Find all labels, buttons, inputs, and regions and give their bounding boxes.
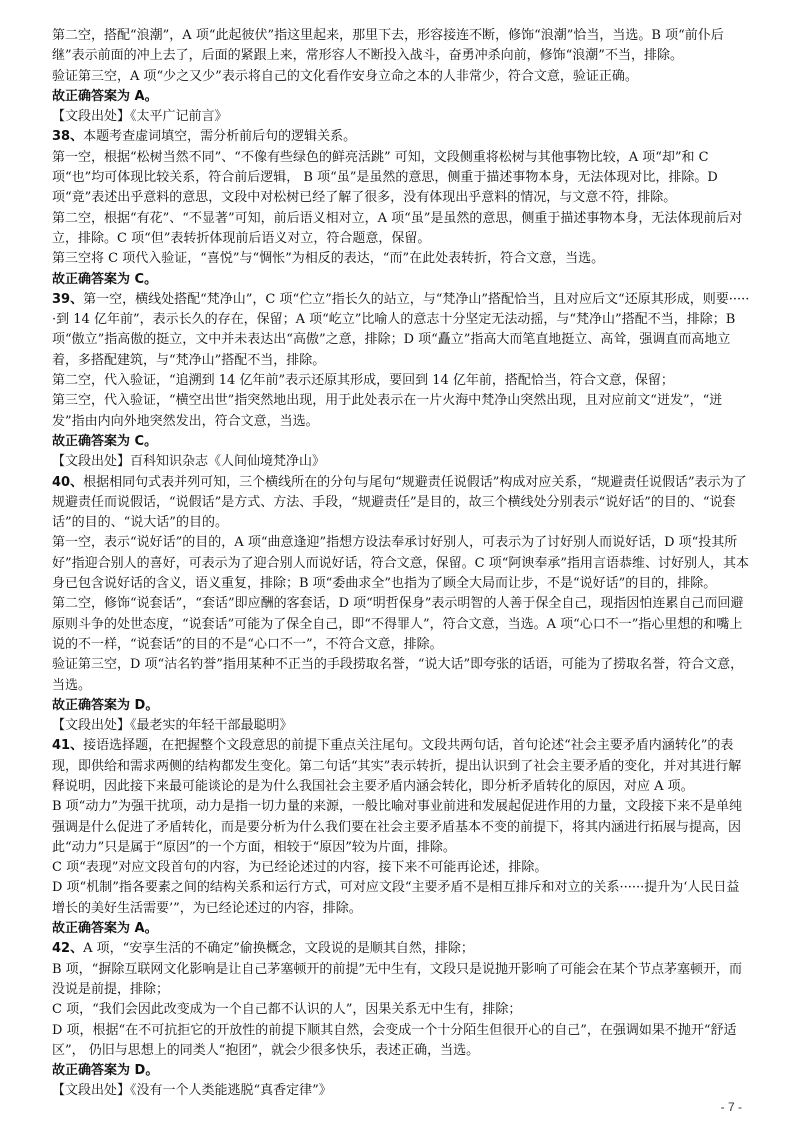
paragraph <box>52 736 752 797</box>
paragraph-text: 【文段出处】《太平广记前言》 <box>52 109 228 125</box>
paragraph-text: D 项“机制”指各要素之间的结构关系和运行方式，可对应文段“主要矛盾不是相互排斥和对立的关系······提升为‘人民日益增长的美好生活需要’”，为已经论述过的内容，排除。 <box>52 880 740 916</box>
paragraph-text: 第二空，根据“有花”、“不显著”可知，前后语义相对立，A 项“虽”是虽然的意思，侧重于描述事物本身，无法体现前后对立，排除。C 项“但”表转折体现前后语义对立，符合题意，保留。 <box>52 210 743 246</box>
paragraph <box>52 127 752 147</box>
paragraph-text: 第三空将 C 项代入验证，“喜悦”与“惆怅”为相反的表达，“而”在此处表转折，符合文意，当选。 <box>52 251 605 267</box>
paragraph <box>52 290 752 371</box>
paragraph <box>52 452 752 472</box>
paragraph-text: 故正确答案为 D。 <box>52 1063 159 1079</box>
paragraph <box>52 960 752 1001</box>
paragraph <box>52 249 752 269</box>
paragraph <box>52 26 752 67</box>
paragraph <box>52 148 752 209</box>
paragraph-text: 【文段出处】《没有一个人类能逃脱“真香定律”》 <box>52 1083 332 1099</box>
paragraph <box>52 716 752 736</box>
paragraph-text: B 项，“摒除互联网文化影响是让自己茅塞顿开的前提”无中生有，文段只是说抛开影响了可能会在某个节点茅塞顿开，而没说是前提，排除； <box>52 961 742 997</box>
answer-line <box>52 1061 752 1081</box>
paragraph-text: 第二空，搭配“浪潮”，A 项“此起彼伏”指这里起来，那里下去，形容接连不断，修饰“浪潮”恰当，当选。B 项“前仆后继”表示前面的冲上去了，后面的紧跟上来，常形容人不断投入战斗，奋勇冲杀向前，修饰“浪潮”不当，排除。 <box>52 28 724 64</box>
paragraph-text: 【文段出处】百科知识杂志《人间仙境梵净山》 <box>52 454 326 470</box>
paragraph <box>52 1021 752 1062</box>
paragraph-text: C 项“表现”对应文段首句的内容，为已经论述过的内容，接下来不可能再论述，排除。 <box>52 860 548 876</box>
paragraph <box>52 371 752 391</box>
paragraph-text: 故正确答案为 C。 <box>52 433 158 449</box>
paragraph-text: 【文段出处】《最老实的年轻干部最聪明》 <box>52 718 293 734</box>
answer-line <box>52 919 752 939</box>
paragraph <box>52 858 752 878</box>
paragraph-text: 故正确答案为 A。 <box>52 921 158 937</box>
paragraph-text: 故正确答案为 C。 <box>52 271 158 287</box>
paragraph <box>52 391 752 432</box>
question-number: 42、 <box>52 941 84 957</box>
paragraph <box>52 1081 752 1101</box>
paragraph <box>52 1000 752 1020</box>
question-number: 40、 <box>52 474 84 490</box>
paragraph-text: 验证第三空，A 项“少之又少”表示将自己的文化看作安身立命之本的人非常少，符合文意，验证正确。 <box>52 68 638 84</box>
paragraph-text: 根据相同句式表并列可知，三个横线所在的分句与尾句“规避责任说假话”构成对应关系，“规避责任说假话”表示为了规避责任而说假话，“说假话”是方式、方法、手段，“规避责任”是目的，故三个横线处分别表示“说好话”的目的、“说套话”的目的、“说大话”的目的。 <box>52 474 747 531</box>
paragraph <box>52 107 752 127</box>
paragraph-text: 接语选择题，在把握整个文段意思的前提下重点关注尾句。文段共两句话，首句论述“社会主要矛盾内涵转化”的表现，即供给和需求两侧的结构都发生变化。第二句话“其实”表示转折，提出认识到了社会主要矛盾的变化，并对其进行解释说明，因此接下来最可能谈论的是为什么我国社会主要矛盾内涵会转化，即分析矛盾转化的原因，对应 A 项。 <box>52 738 742 794</box>
page-number: - 7 - <box>720 1100 742 1114</box>
paragraph <box>52 655 752 696</box>
paragraph-text: D 项，根据“在不可抗拒它的开放性的前提下顺其自然，会变成一个十分陌生但很开心的自己”，在强调如果不抛开“舒适区”， 仍旧与思想上的同类人“抱团”，就会少很多快乐，表述正确，当选。 <box>52 1022 737 1058</box>
paragraph <box>52 797 752 858</box>
paragraph-text: 第一空，横线处搭配“梵净山”，C 项“伫立”指长久的站立，与“梵净山”搭配恰当，且对应后文“还原其形成，则要······到 14 亿年前”，表示长久的存在，保留；A 项“屹立”比喻人的意志十分坚定无法动摇，与“梵净山”搭配不当，排除；B 项“傲立”指高傲的挺立，文中并未表达出“高傲”之意，排除；D 项“矗立”指高大而笔直地挺立、高耸，强调直而高地立着，多搭配建筑，与“梵净山”搭配不当，排除。 <box>52 291 750 368</box>
paragraph-text: 故正确答案为 A。 <box>52 88 158 104</box>
answer-line <box>52 270 752 290</box>
answer-line <box>52 87 752 107</box>
paragraph-text: B 项“动力”为强干扰项，动力是指一切力量的来源，一般比喻对事业前进和发展起促进作用的力量，文段接下来不是单纯强调是什么促进了矛盾转化，而是要分析为什么我们要在社会主要矛盾基本不变的前提下，将其内涵进行拓展与提高，因此“动力”只是属于“原因”的一个方面，相较于“原因”较为片面，排除。 <box>52 799 742 855</box>
paragraph <box>52 594 752 655</box>
paragraph-text: 第二空，代入验证，“追溯到 14 亿年前”表示还原其形成，要回到 14 亿年前，搭配恰当，符合文意，保留； <box>52 373 674 389</box>
paragraph <box>52 878 752 919</box>
paragraph <box>52 533 752 594</box>
answer-line <box>52 432 752 452</box>
question-number: 38、 <box>52 129 84 145</box>
paragraph <box>52 209 752 250</box>
question-number: 41、 <box>52 738 84 754</box>
paragraph-text: 验证第三空，D 项“沽名钓誉”指用某种不正当的手段捞取名誉，“说大话”即夸张的话语，可能为了捞取名誉，符合文意，当选。 <box>52 657 744 693</box>
paragraph-text: 第一空，根据“松树当然不同”、“不像有些绿色的鲜亮活跳” 可知，文段侧重将松树与其他事物比较，A 项“却”和 C 项“也”均可体现比较关系，符合前后逻辑， B 项“虽”是虽然的意思，侧重于描述事物本身，无法体现对比，排除。D 项“竟”表述出乎意料的意思，文段中对松树已经了解了很多，没有体现出乎意料的情况，与文意不符，排除。 <box>52 149 718 206</box>
answer-line <box>52 696 752 716</box>
paragraph-text: 第二空，修饰“说套话”，“套话”即应酬的客套话，D 项“明哲保身”表示明智的人善于保全自己，现指因怕连累自己而回避原则斗争的处世态度，“说套话”可能为了保全自己，即“不得罪人”，符合文意，当选。A 项“心口不一”指心里想的和嘴上说的不一样，“说套话”的目的不是“心口不一”，不符合文意，排除。 <box>52 596 744 652</box>
paragraph <box>52 473 752 534</box>
paragraph-text: 故正确答案为 D。 <box>52 697 159 713</box>
paragraph-text: A 项，“安享生活的不确定”偷换概念，文段说的是顺其自然，排除； <box>83 941 474 957</box>
question-number: 39、 <box>52 291 84 307</box>
paragraph <box>52 67 752 87</box>
paragraph-text: 第三空，代入验证，“横空出世”指突然地出现，用于此处表示在一片火海中梵净山突然出现，且对应前文“迸发”，“迸发”指由内向外地突然发出，符合文意，当选。 <box>52 393 723 429</box>
paragraph <box>52 939 752 959</box>
paragraph-text: 本题考查虚词填空，需分析前后句的逻辑关系。 <box>83 129 357 145</box>
document-body <box>52 26 752 1102</box>
paragraph-text: 第一空，表示“说好话”的目的，A 项“曲意逢迎”指想方设法奉承讨好别人，可表示为了讨好别人而说好话，D 项“投其所好”指迎合别人的喜好，可表示为了迎合别人而说好话，符合文意，保留。C 项“阿谀奉承”指用言语恭维、讨好别人，其本身已包含说好话的含义，语义重复，排除；B 项“委曲求全”也指为了顾全大局而让步，不是“说好话”的目的，排除。 <box>52 535 750 592</box>
paragraph-text: C 项，“我们会因此改变成为一个自己都不认识的人”，因果关系无中生有，排除； <box>52 1002 522 1018</box>
